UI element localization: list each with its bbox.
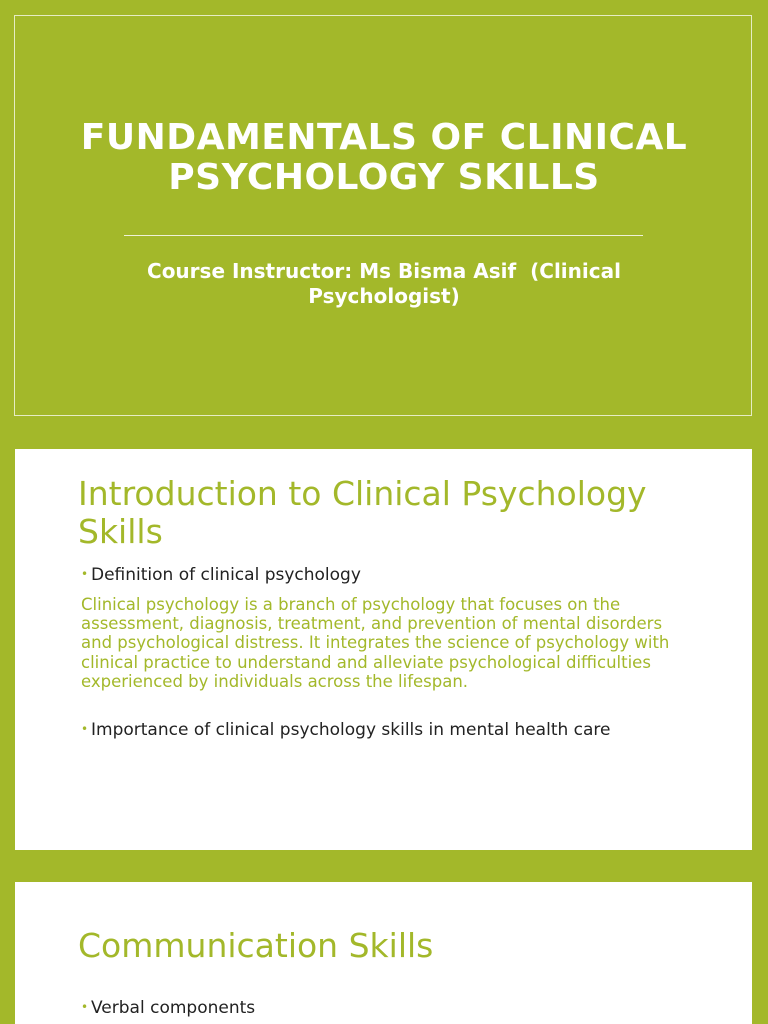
presentation-title: FUNDAMENTALS OF CLINICAL PSYCHOLOGY SKILLS: [80, 117, 688, 198]
bullet-item: [81, 997, 255, 1018]
bullet-text: Verbal components: [91, 998, 256, 1018]
title-frame: [14, 15, 752, 416]
slide-communication-skills: [15, 882, 752, 1024]
presentation-subtitle: Course Instructor: Ms Bisma Asif (Clinical Psychologist): [147, 259, 628, 308]
slide-heading: Introduction to Clinical Psychology Skills: [78, 474, 647, 551]
bullet-text: Definition of clinical psychology: [91, 565, 361, 585]
bullet-dot-icon: •: [81, 722, 89, 736]
title-slide: [0, 0, 768, 432]
bullet-item: [81, 719, 611, 740]
slide-heading: Communication Skills: [78, 926, 434, 965]
title-divider: [124, 235, 643, 236]
slide-introduction: [15, 449, 752, 850]
bullet-dot-icon: •: [81, 567, 89, 581]
definition-paragraph: Clinical psychology is a branch of psychology that focuses on the assessment, diagnosis, treatment, and prevention of mental disorders and psychological distress. It integrates the science of psychology with clinical practice to understand and alleviate psychological difficulties experienced by individuals across the lifespan.: [81, 595, 670, 691]
bullet-text: Importance of clinical psychology skills in mental health care: [91, 720, 611, 740]
bullet-item: [81, 564, 361, 585]
bullet-dot-icon: •: [81, 1000, 89, 1014]
